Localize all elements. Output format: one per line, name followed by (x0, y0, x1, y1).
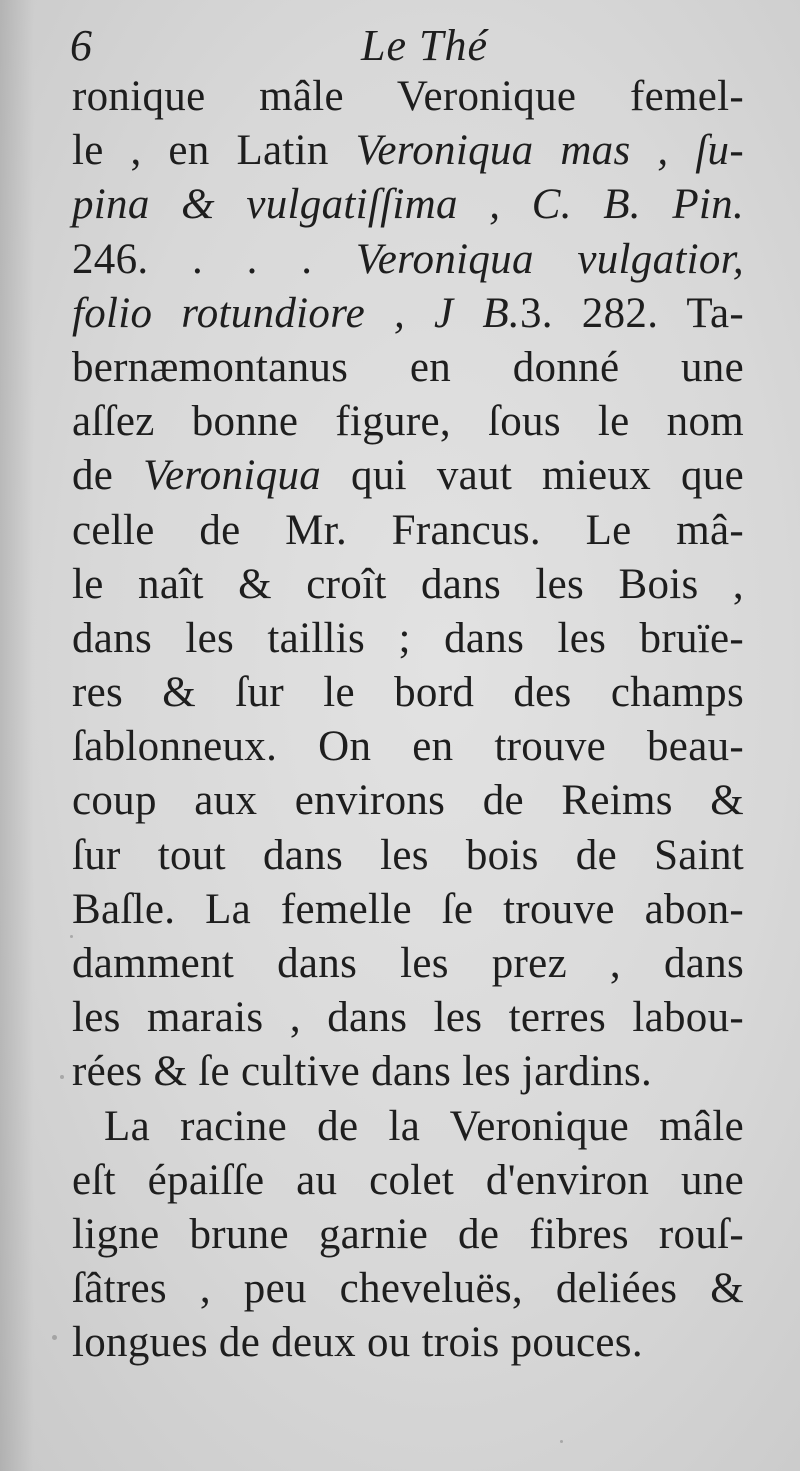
text-segment: ſur tout dans les bois de Saint (72, 831, 744, 879)
text-segment: La racine de la Veronique mâle (104, 1102, 744, 1150)
text-segment: 246. . . . (72, 235, 356, 283)
paper-speck (560, 1440, 563, 1443)
text-line (72, 233, 744, 287)
text-line (72, 1100, 744, 1154)
running-title: Le Thé (361, 21, 488, 70)
text-line (72, 178, 744, 232)
text-segment: Baſle. La femelle ſe trouve abon- (72, 885, 744, 933)
italic-text-segment: Veroniqua vulgatior, (355, 235, 744, 283)
text-line (72, 1045, 744, 1099)
italic-text-segment: folio rotundiore , J B. (72, 289, 520, 337)
italic-text-segment: pina & vulgatiſſima , C. B. Pin. (72, 181, 744, 229)
text-line (72, 1262, 744, 1316)
text-segment: les marais , dans les terres labou- (72, 994, 744, 1042)
text-line (72, 287, 744, 341)
text-segment: coup aux environs de Reims & (72, 777, 744, 825)
text-line (72, 1208, 744, 1262)
paper-speck (70, 935, 73, 938)
text-line (72, 720, 744, 774)
text-segment: 3. 282. Ta- (519, 289, 744, 337)
text-segment: ſâtres , peu cheveluës, deliées & (72, 1265, 744, 1313)
text-line (72, 612, 744, 666)
page-header (66, 14, 746, 74)
body-text (72, 70, 744, 1371)
text-segment: le , en Latin (72, 127, 356, 175)
text-line (72, 70, 744, 124)
text-line (72, 504, 744, 558)
text-segment: le naît & croît dans les Bois , (72, 560, 744, 608)
text-line (72, 449, 744, 503)
italic-text-segment: Veroniqua (143, 452, 322, 500)
paper-speck (52, 1335, 57, 1340)
text-line (72, 991, 744, 1045)
text-line (72, 829, 744, 883)
text-segment: eſt épaiſſe au colet d'environ une (72, 1156, 744, 1204)
text-line (72, 937, 744, 991)
text-segment: ligne brune garnie de fibres rouſ- (72, 1210, 744, 1258)
text-line (72, 666, 744, 720)
text-line (72, 395, 744, 449)
text-line (72, 1316, 744, 1370)
text-segment: qui vaut mieux que (321, 452, 744, 500)
text-line (72, 558, 744, 612)
text-line (72, 124, 744, 178)
page-gutter-shadow (0, 0, 34, 1471)
text-segment: bernæmontanus en donné une (72, 343, 744, 391)
text-segment: damment dans les prez , dans (72, 940, 744, 987)
text-line (72, 883, 744, 937)
text-segment: aſſez bonne figure, ſous le nom (72, 398, 744, 446)
paper-speck (60, 1075, 64, 1079)
text-segment: ronique mâle Veronique femel- (72, 73, 744, 120)
text-line (72, 1154, 744, 1208)
text-segment: longues de deux ou trois pouces. (72, 1319, 643, 1367)
italic-text-segment: Veroniqua mas , ſu- (355, 127, 744, 175)
text-line (72, 341, 744, 395)
page-number: 6 (70, 21, 92, 70)
text-segment: ſablonneux. On en trouve beau- (72, 723, 744, 771)
text-segment: res & ſur le bord des champs (72, 669, 744, 717)
text-line (72, 774, 744, 828)
text-segment: dans les taillis ; dans les bruïe- (72, 614, 744, 662)
text-segment: de (72, 452, 144, 500)
text-segment: celle de Mr. Francus. Le mâ- (72, 506, 744, 554)
text-segment: rées & ſe cultive dans les jardins. (72, 1048, 653, 1096)
